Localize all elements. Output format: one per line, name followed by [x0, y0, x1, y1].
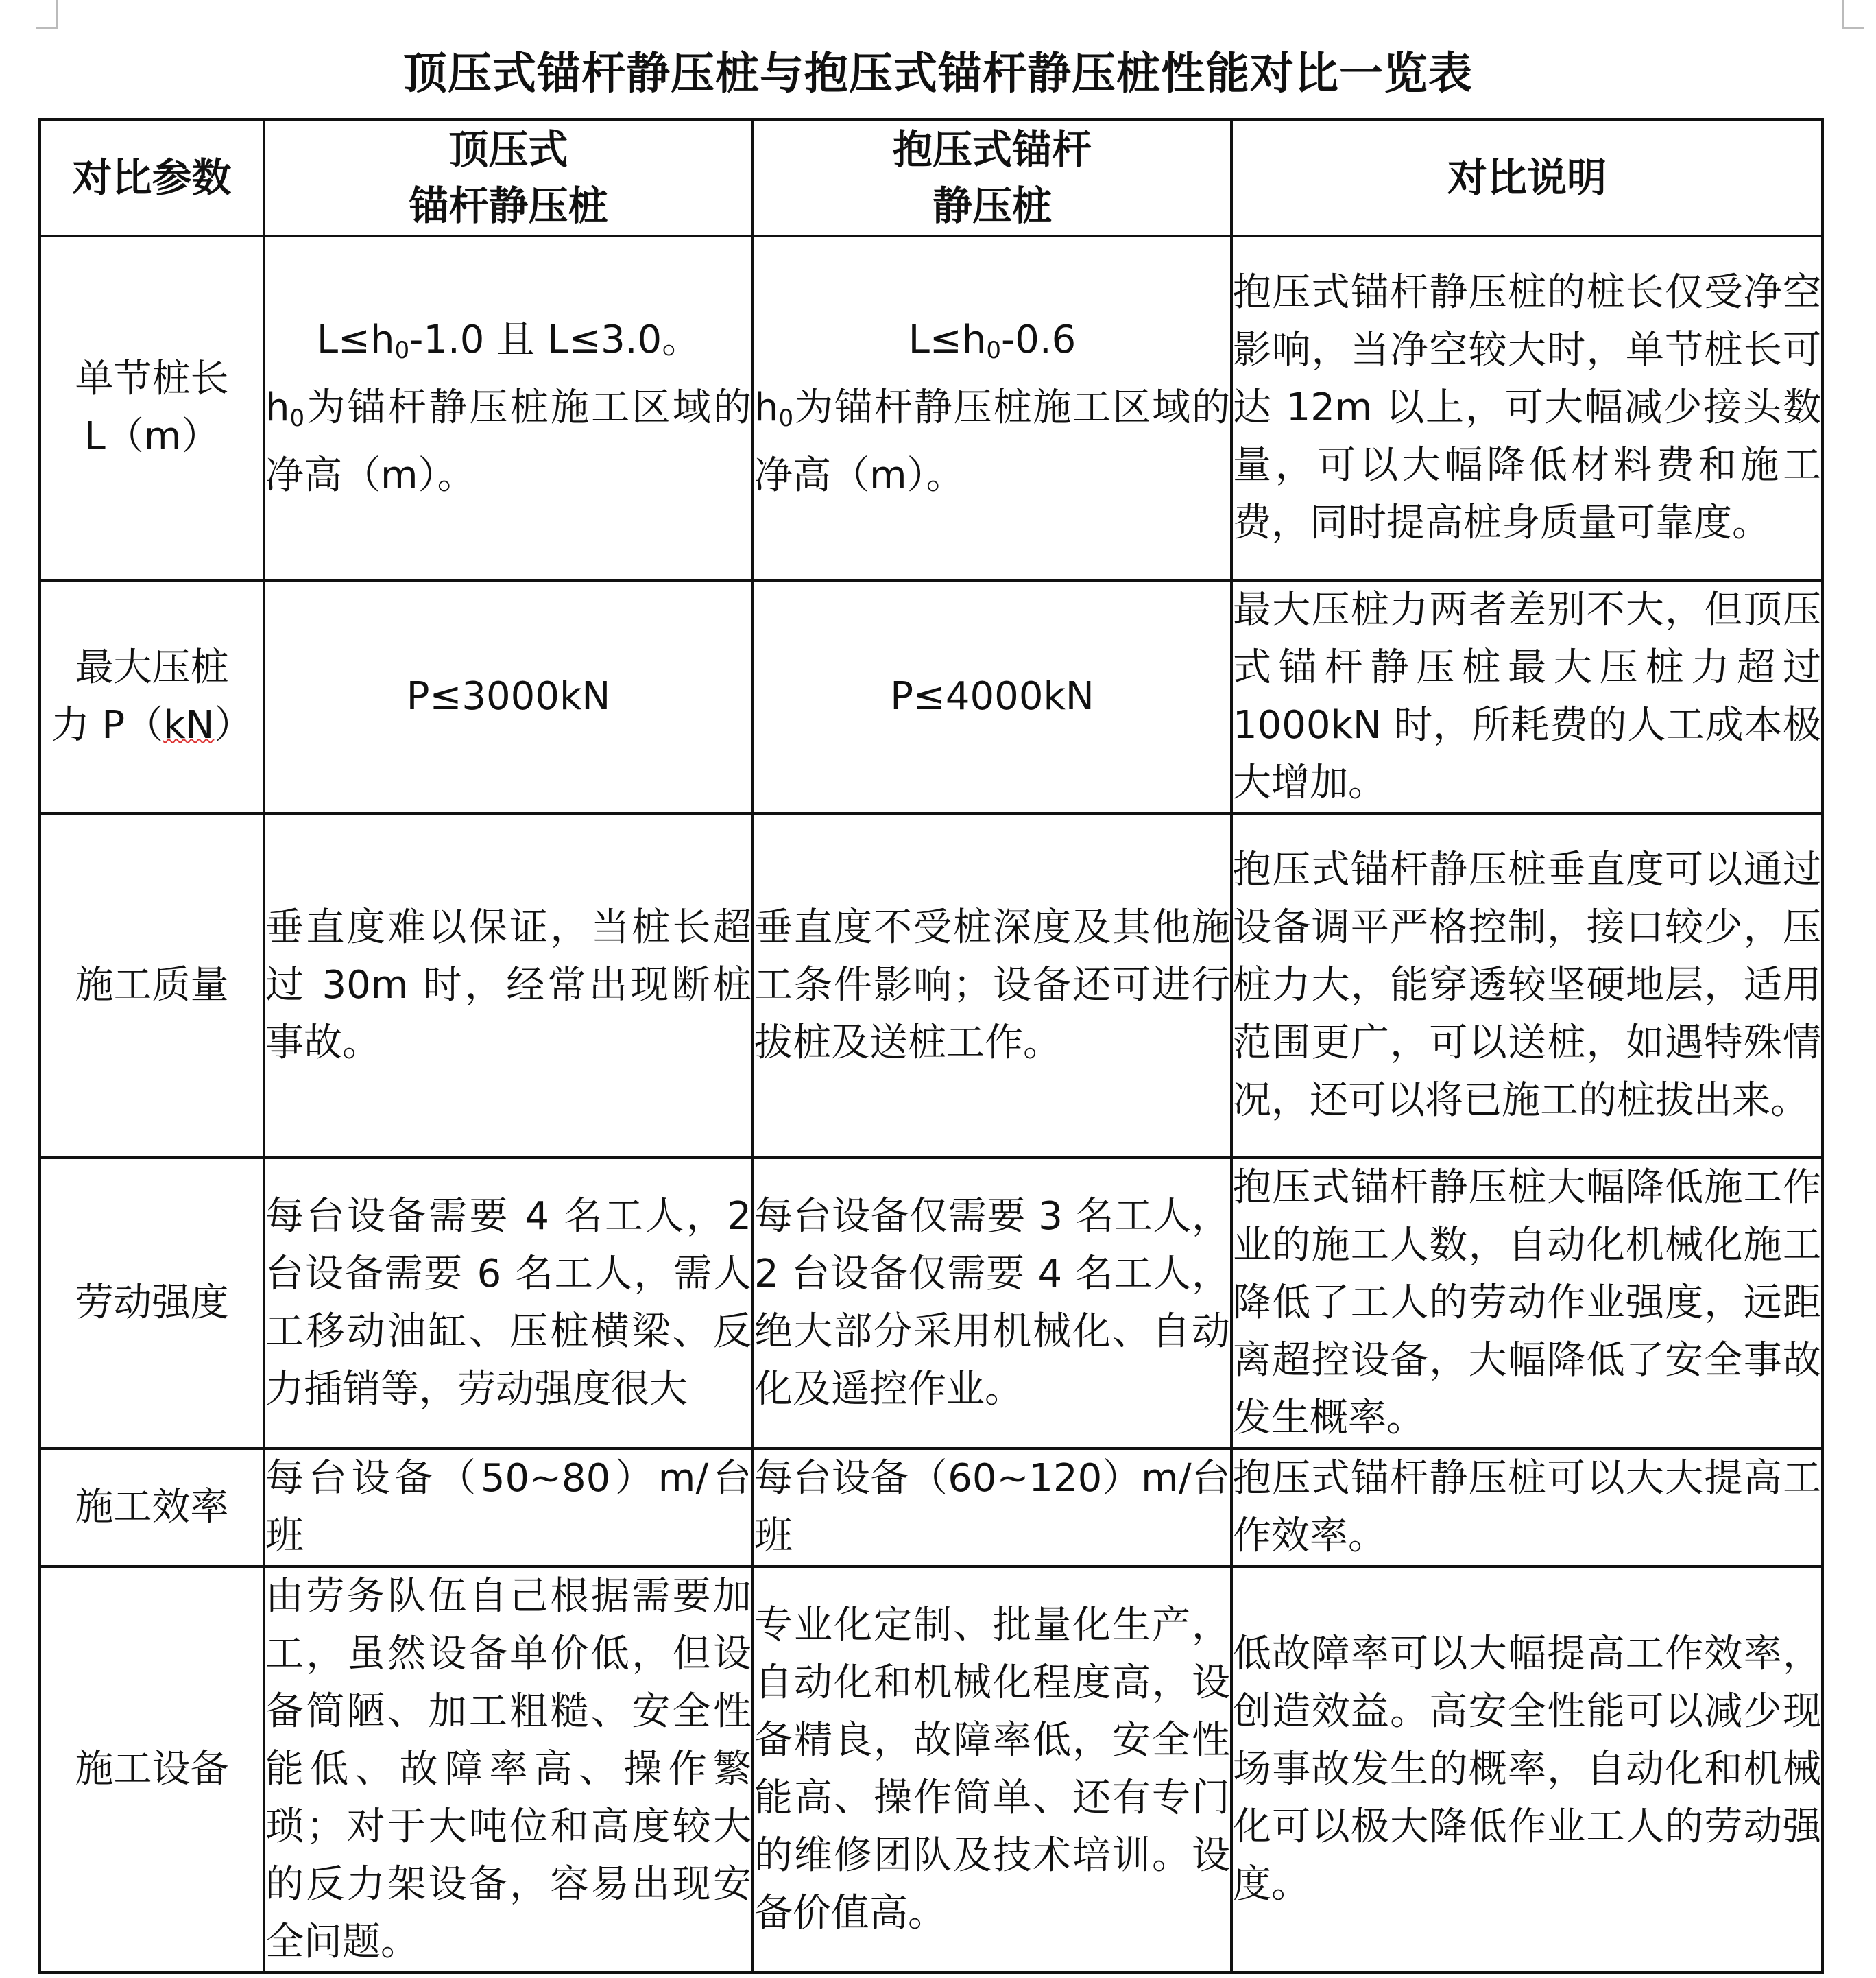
row-param	[40, 580, 264, 813]
note-cell: 抱压式锚杆静压桩大幅降低施工作业的施工人数，自动化机械化施工降低了工人的劳动作业强度，远距离超控设备，大幅降低了安全事故发生概率。	[1231, 1158, 1823, 1449]
note-cell: 抱压式锚杆静压桩的桩长仅受净空影响，当净空较大时，单节桩长可达 12m 以上，可大幅减少接头数量，可以大幅降低材料费和施工费，同时提高桩身质量可靠度。	[1231, 236, 1823, 580]
formula-part: -0.6	[1001, 318, 1077, 362]
header-hold-line2: 静压桩	[932, 182, 1052, 229]
row-param: 劳动强度	[40, 1158, 264, 1449]
row-param: 施工质量	[40, 813, 264, 1158]
desc-symbol: h	[754, 385, 779, 430]
desc-text: 为锚杆静压桩施工区域的净高（m）。	[754, 385, 1230, 498]
subscript: 0	[986, 337, 1001, 364]
top-pressure-cell: 由劳务队伍自己根据需要加工，虽然设备单价低，但设备简陋、加工粗糙、安全性能低、故障率高、操作繁琐；对于大吨位和高度较大的反力架设备，容易出现安全问题。	[264, 1566, 753, 1973]
row-param: 施工效率	[40, 1449, 264, 1566]
note-cell: 抱压式锚杆静压桩可以大大提高工作效率。	[1231, 1449, 1823, 1566]
table-row	[40, 1449, 1823, 1566]
note-cell: 低故障率可以大幅提高工作效率，创造效益。高安全性能可以减少现场事故发生的概率，自动化和机械化可以极大降低作业工人的劳动强度。	[1231, 1566, 1823, 1973]
spellcheck-underlined-unit: kN	[163, 703, 215, 748]
top-desc	[265, 379, 751, 505]
page-corner-mark-left	[36, 0, 58, 29]
header-row	[40, 119, 1823, 236]
hold-pressure-cell: 垂直度不受桩深度及其他施工条件影响；设备还可进行拔桩及送桩工作。	[753, 813, 1231, 1158]
hold-pressure-cell: 专业化定制、批量化生产，自动化和机械化程度高，设备精良，故障率低，安全性能高、操作简单、还有专门的维修团队及技术培训。设备价值高。	[753, 1566, 1231, 1973]
formula-part: L≤h	[316, 318, 395, 362]
desc-text: 为锚杆静压桩施工区域的净高（m）。	[265, 385, 751, 498]
comparison-table	[38, 118, 1824, 1974]
table-row	[40, 580, 1823, 813]
table-row	[40, 236, 1823, 580]
top-formula	[265, 311, 751, 379]
page-corner-mark-right	[1842, 0, 1864, 29]
header-top-pressure	[264, 119, 753, 236]
param-text: 力 P（	[51, 703, 164, 748]
note-cell: 最大压桩力两者差别不大，但顶压式锚杆静压桩最大压桩力超过 1000kN 时，所耗费的人工成本极大增加。	[1231, 580, 1823, 813]
header-top-line1: 顶压式	[448, 126, 568, 173]
header-note: 对比说明	[1231, 119, 1823, 236]
hold-pressure-cell	[753, 236, 1231, 580]
table-row	[40, 1158, 1823, 1449]
formula-part: L≤h	[908, 318, 987, 362]
formula-part: -1.0 且 L≤3.0。	[409, 318, 701, 362]
header-hold-pressure	[753, 119, 1231, 236]
top-pressure-cell: 垂直度难以保证，当桩长超过 30m 时，经常出现断桩事故。	[264, 813, 753, 1158]
param-line2: L（m）	[84, 414, 220, 459]
subscript: 0	[394, 337, 410, 364]
header-param: 对比参数	[40, 119, 264, 236]
hold-pressure-cell: 每台设备仅需要 3 名工人，2 台设备仅需要 4 名工人，绝大部分采用机械化、自动化及遥控作业。	[753, 1158, 1231, 1449]
table-row	[40, 813, 1823, 1158]
top-pressure-cell: P≤3000kN	[264, 580, 753, 813]
hold-pressure-cell: P≤4000kN	[753, 580, 1231, 813]
param-text: ）	[214, 703, 253, 748]
note-cell: 抱压式锚杆静压桩垂直度可以通过设备调平严格控制，接口较少，压桩力大，能穿透较坚硬地层，适用范围更广，可以送桩，如遇特殊情况，还可以将已施工的桩拔出来。	[1231, 813, 1823, 1158]
row-param: 施工设备	[40, 1566, 264, 1973]
header-hold-line1: 抱压式锚杆	[892, 126, 1092, 173]
table-row	[40, 1566, 1823, 1973]
param-line1: 单节桩长	[75, 357, 229, 401]
top-pressure-cell: 每台设备（50~80）m/台班	[264, 1449, 753, 1566]
subscript: 0	[778, 405, 794, 432]
hold-desc	[754, 379, 1230, 505]
param-line1: 最大压桩	[75, 645, 229, 690]
top-pressure-cell: 每台设备需要 4 名工人，2 台设备需要 6 名工人，需人工移动油缸、压桩横梁、反力插销等，劳动强度很大	[264, 1158, 753, 1449]
param-line2	[41, 697, 263, 754]
row-param	[40, 236, 264, 580]
hold-pressure-cell: 每台设备（60~120）m/台班	[753, 1449, 1231, 1566]
header-top-line2: 锚杆静压桩	[409, 182, 608, 229]
subscript: 0	[289, 405, 305, 432]
document-title: 顶压式锚杆静压桩与抱压式锚杆静压桩性能对比一览表	[403, 49, 1473, 99]
desc-symbol: h	[265, 385, 290, 430]
hold-formula	[754, 311, 1230, 379]
top-pressure-cell	[264, 236, 753, 580]
